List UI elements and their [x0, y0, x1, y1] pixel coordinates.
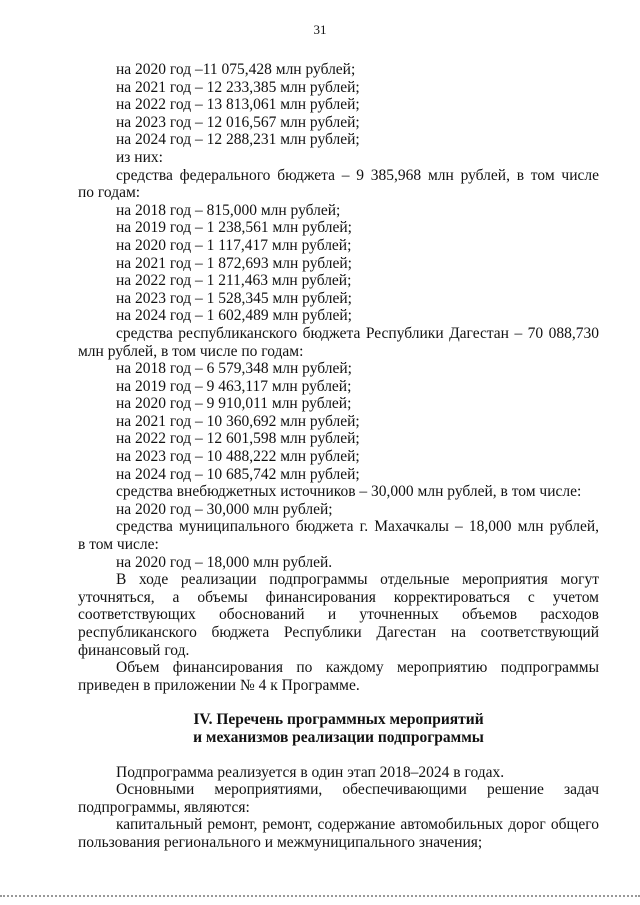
- funding-line: на 2018 год – 815,000 млн рублей;: [116, 201, 341, 219]
- paragraph-roads: капитальный ремонт, ремонт, содержание автомобильных дорог общего пользования регионального и межмуниципального значения;: [78, 816, 599, 851]
- funding-line: на 2019 год – 9 463,117 млн рублей;: [116, 377, 352, 395]
- funding-line: на 2024 год – 1 602,489 млн рублей;: [116, 307, 352, 325]
- funding-line: на 2023 год – 1 528,345 млн рублей;: [116, 289, 352, 307]
- spacer: [78, 694, 599, 711]
- funding-line: на 2023 год – 10 488,222 млн рублей;: [116, 448, 360, 466]
- republic-budget-line-cont: млн рублей, в том числе по годам:: [78, 342, 304, 360]
- paragraph-measures: Основными мероприятиями, обеспечивающими решение задач подпрограммы, являются:: [78, 781, 599, 816]
- page-number: 31: [313, 22, 327, 37]
- funding-line: на 2020 год –11 075,428 млн рублей;: [116, 61, 356, 78]
- funding-line: на 2023 год – 12 016,567 млн рублей;: [116, 113, 360, 131]
- funding-line: на 2020 год – 30,000 млн рублей;: [116, 500, 333, 518]
- republic-budget-line: средства республиканского бюджета Республики Дагестан – 70 088,730: [116, 324, 599, 342]
- funding-line: на 2024 год – 10 685,742 млн рублей;: [116, 465, 360, 483]
- funding-line: на 2020 год – 9 910,011 млн рублей;: [116, 395, 352, 413]
- document-body: [78, 61, 599, 852]
- funding-line: из них:: [116, 148, 163, 166]
- funding-line: на 2020 год – 18,000 млн рублей.: [116, 553, 333, 571]
- federal-budget-line-cont: по годам:: [78, 184, 141, 202]
- funding-line: на 2022 год – 1 211,463 млн рублей;: [116, 272, 352, 290]
- section-heading-line1: IV. Перечень программных мероприятий: [193, 711, 484, 729]
- funding-line: на 2024 год – 12 288,231 млн рублей;: [116, 131, 360, 149]
- section-heading-line2: и механизмов реализации подпрограммы: [193, 728, 484, 746]
- extrabudgetary-line: средства внебюджетных источников – 30,000 млн рублей, в том числе:: [116, 483, 582, 501]
- funding-line: на 2021 год – 1 872,693 млн рублей;: [116, 254, 352, 272]
- scan-edge-line: [0, 895, 640, 897]
- municipal-budget-line: средства муниципального бюджета г. Махачкалы – 18,000 млн рублей,: [116, 518, 599, 536]
- municipal-budget-line-cont: в том числе:: [78, 536, 159, 554]
- paragraph-annex: Объем финансирования по каждому мероприятию подпрограммы приведен в приложении № 4 к Программе.: [78, 659, 599, 694]
- paragraph-refine: В ходе реализации подпрограммы отдельные мероприятия могут уточняться, а объемы финансирования корректироваться с учетом соответствующих обоснований и уточненных объемов расходов республиканского бюджета Республики Дагестан на соответствующий финансовый год.: [78, 571, 599, 659]
- federal-budget-line: средства федерального бюджета – 9 385,968 млн рублей, в том числе: [116, 166, 599, 184]
- funding-line: на 2022 год – 12 601,598 млн рублей;: [116, 430, 360, 448]
- paragraph-stage: Подпрограмма реализуется в один этап 2018–2024 в годах.: [116, 763, 505, 781]
- funding-line: на 2019 год – 1 238,561 млн рублей;: [116, 219, 352, 237]
- funding-line: на 2022 год – 13 813,061 млн рублей;: [116, 96, 360, 114]
- spacer: [78, 747, 599, 764]
- funding-line: на 2020 год – 1 117,417 млн рублей;: [116, 236, 352, 254]
- funding-line: на 2021 год – 10 360,692 млн рублей;: [116, 412, 360, 430]
- funding-line: на 2021 год – 12 233,385 млн рублей;: [116, 78, 360, 96]
- funding-line: на 2018 год – 6 579,348 млн рублей;: [116, 360, 352, 378]
